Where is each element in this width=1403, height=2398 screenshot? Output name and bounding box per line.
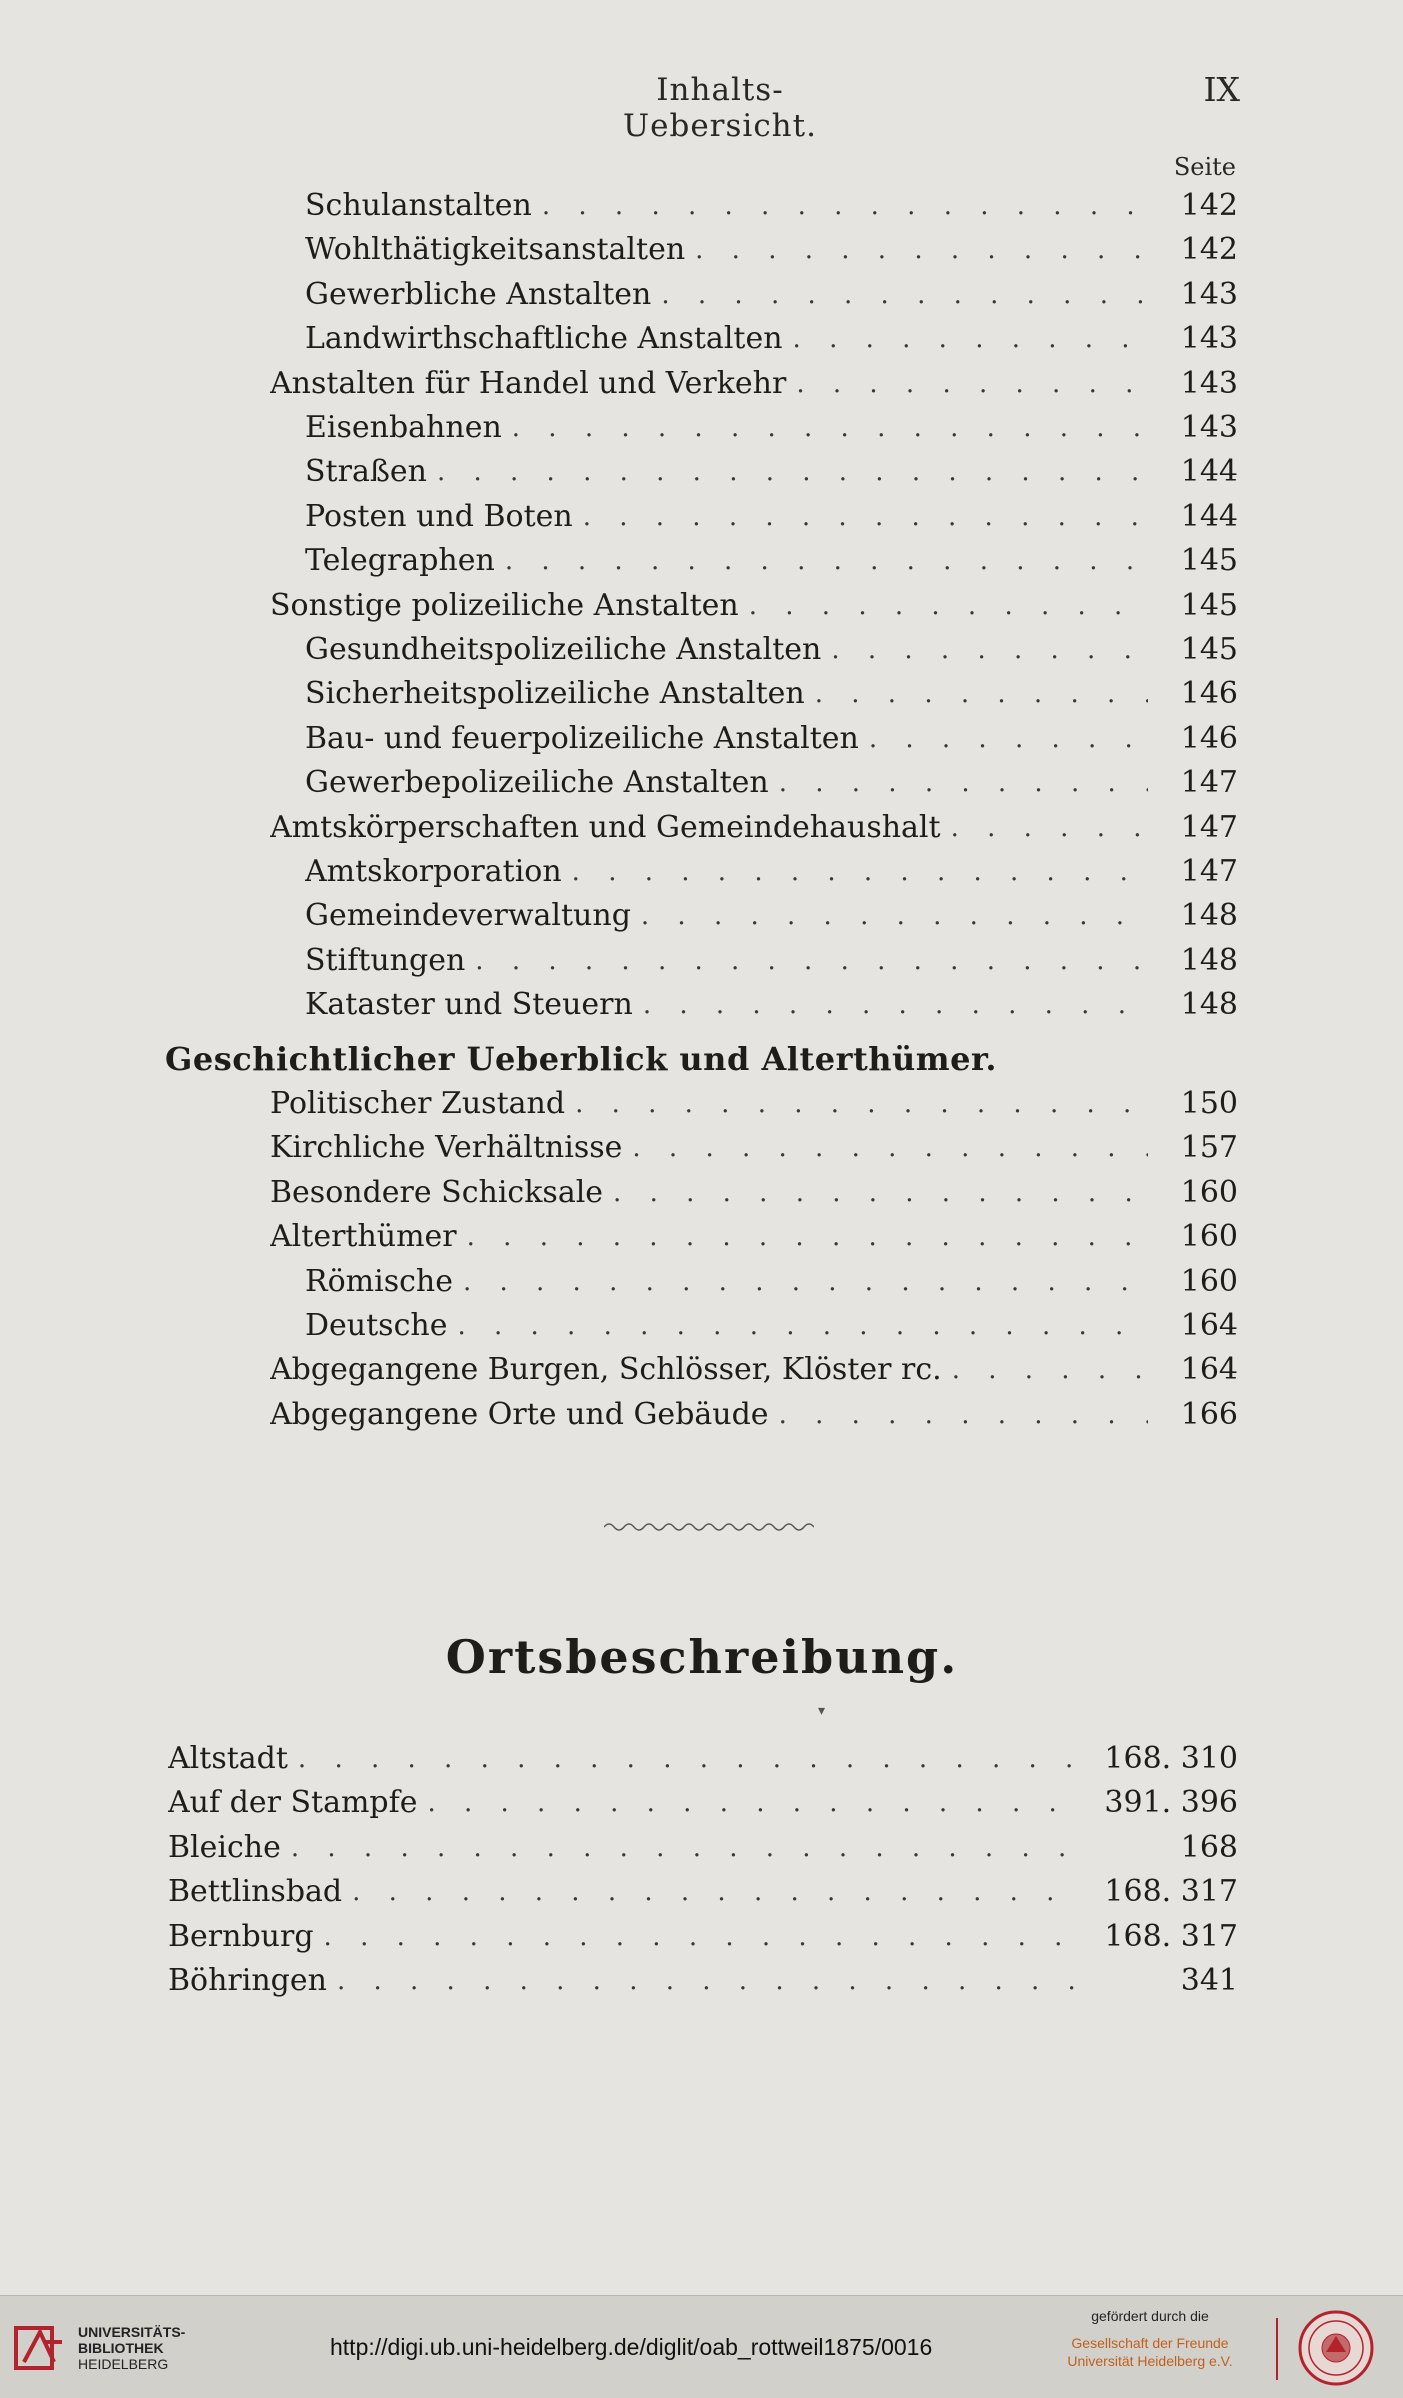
- toc-entry-page: 341: [1078, 1959, 1238, 2003]
- toc-entry: [270, 1348, 1238, 1392]
- dot-leader: [575, 1082, 1148, 1126]
- toc-entry: [270, 1215, 1238, 1259]
- dot-leader: [572, 850, 1148, 894]
- toc-entry-page: 166: [1148, 1393, 1238, 1437]
- toc-entry-label: Altstadt: [168, 1741, 288, 1776]
- toc-entry-page: 147: [1148, 850, 1238, 894]
- toc-entry: [168, 1959, 1238, 2003]
- sponsor-intro: gefördert durch die: [1091, 2308, 1209, 2324]
- dot-leader: [779, 761, 1148, 805]
- page-number: IX: [1203, 70, 1240, 109]
- toc-entry: [305, 717, 1238, 761]
- university-library-logo-icon: [14, 2322, 66, 2374]
- toc-entry-label: Bau- und feuerpolizeiliche Anstalten: [305, 720, 859, 756]
- toc-entry: [270, 362, 1238, 406]
- toc-entry: [305, 273, 1238, 317]
- toc-entry-page: 160: [1148, 1260, 1238, 1304]
- toc-entry: [168, 1870, 1238, 1914]
- dot-leader: [793, 317, 1148, 361]
- toc-entry-label: Kataster und Steuern: [305, 987, 633, 1023]
- toc-entry: [305, 939, 1238, 983]
- toc-entry-page: 148: [1148, 939, 1238, 983]
- toc-entry-page: 143: [1148, 362, 1238, 406]
- footer-divider: [1276, 2318, 1278, 2380]
- toc-entry-label: Böhringen: [168, 1963, 327, 1998]
- toc-entry-label: Bleiche: [168, 1829, 281, 1865]
- toc-entry-label: Bettlinsbad: [168, 1874, 343, 1910]
- dot-leader: [324, 1915, 1078, 1959]
- library-name-line: BIBLIOTHEK: [78, 2340, 164, 2356]
- toc-entry: [270, 806, 1238, 850]
- toc-entry-label: Wohlthätigkeitsanstalten: [305, 232, 686, 268]
- dot-leader: [779, 1393, 1148, 1437]
- dot-leader: [815, 672, 1148, 716]
- dot-leader: [457, 1304, 1148, 1348]
- toc-entry: [305, 228, 1238, 272]
- toc-entry-label: Anstalten für Handel und Verkehr: [270, 365, 787, 401]
- dot-leader: [749, 584, 1148, 628]
- dot-leader: [641, 894, 1148, 938]
- dot-leader: [796, 362, 1148, 406]
- toc-entry-label: Politischer Zustand: [270, 1086, 566, 1121]
- toc-entry-label: Kirchliche Verhältnisse: [270, 1130, 623, 1166]
- dot-leader: [542, 184, 1148, 228]
- dot-leader: [291, 1826, 1078, 1870]
- toc-entry-page: 150: [1148, 1082, 1238, 1126]
- dot-leader: [951, 806, 1148, 850]
- toc-entry-page: 157: [1148, 1126, 1238, 1170]
- dot-leader: [869, 717, 1148, 761]
- toc-entry: [168, 1781, 1238, 1825]
- dot-leader: [632, 1126, 1148, 1170]
- toc-entry-label: Schulanstalten: [305, 188, 532, 223]
- toc-entry-page: 160: [1148, 1215, 1238, 1259]
- toc-entry: [305, 317, 1238, 361]
- toc-entry: [305, 894, 1238, 938]
- toc-entry-page: 145: [1148, 584, 1238, 628]
- dot-leader: [643, 983, 1148, 1027]
- footer-bar: [0, 2295, 1403, 2398]
- toc-entry-page: 144: [1148, 495, 1238, 539]
- dot-leader: [583, 495, 1148, 539]
- toc-entry-page: 168. 317: [1078, 1915, 1238, 1959]
- toc-entry-page: 145: [1148, 628, 1238, 672]
- toc-entry-page: 148: [1148, 894, 1238, 938]
- toc-entry-page: 146: [1148, 717, 1238, 761]
- dot-leader: [352, 1870, 1078, 1914]
- toc-entry-label: Deutsche: [305, 1308, 448, 1343]
- dot-leader: [427, 1781, 1078, 1825]
- toc-entry-label: Sonstige polizeiliche Anstalten: [270, 587, 739, 623]
- toc-entry-label: Straßen: [305, 454, 427, 490]
- toc-entry: [270, 584, 1238, 628]
- toc-entry: [305, 983, 1238, 1027]
- dot-leader: [613, 1171, 1148, 1215]
- toc-entry-label: Besondere Schicksale: [270, 1174, 604, 1210]
- toc-entry: [305, 628, 1238, 672]
- toc-entry-label: Abgegangene Orte und Gebäude: [270, 1396, 769, 1432]
- toc-entry-page: 143: [1148, 406, 1238, 450]
- dot-leader: [437, 450, 1148, 494]
- toc-entry-page: 144: [1148, 450, 1238, 494]
- section-heading: Geschichtlicher Ueberblick und Alterthümer.: [165, 1040, 998, 1078]
- toc-entry-label: Amtskörperschaften und Gemeindehaushalt: [270, 809, 941, 845]
- university-seal-icon: [1290, 2308, 1382, 2388]
- toc-entry: [270, 1082, 1238, 1126]
- toc-entry: [305, 495, 1238, 539]
- dot-leader: [952, 1348, 1148, 1392]
- toc-entry-label: Bernburg: [168, 1918, 314, 1954]
- toc-entry-label: Gesundheitspolizeiliche Anstalten: [305, 632, 822, 667]
- toc-entry-page: 168: [1078, 1826, 1238, 1870]
- toc-entry: [305, 1260, 1238, 1304]
- running-header-title: Inhalts-Uebersicht.: [623, 72, 817, 144]
- toc-entry-page: 147: [1148, 761, 1238, 805]
- toc-entry-page: 147: [1148, 806, 1238, 850]
- toc-entry: [270, 1393, 1238, 1437]
- toc-entry-page: 148: [1148, 983, 1238, 1027]
- toc-entry-page: 145: [1148, 539, 1238, 583]
- toc-entry: [305, 672, 1238, 716]
- toc-entry-page: 143: [1148, 317, 1238, 361]
- toc-entry: [305, 406, 1238, 450]
- sponsor-block: [1040, 2308, 1260, 2370]
- dot-leader: [298, 1737, 1078, 1781]
- toc-entry-label: Alterthümer: [270, 1219, 457, 1255]
- toc-entry-page: 143: [1148, 273, 1238, 317]
- toc-entry: [305, 1304, 1238, 1348]
- toc-entry-page: 391. 396: [1078, 1781, 1238, 1825]
- toc-entry-label: Römische: [305, 1263, 453, 1299]
- toc-entry-label: Posten und Boten: [305, 498, 573, 534]
- toc-entry-label: Gewerbliche Anstalten: [305, 276, 652, 312]
- toc-entry-page: 146: [1148, 672, 1238, 716]
- toc-entry: [168, 1915, 1238, 1959]
- toc-entry: [270, 1171, 1238, 1215]
- toc-entry-label: Auf der Stampfe: [168, 1785, 418, 1821]
- divider-ornament-icon: [604, 1517, 814, 1537]
- toc-entry-page: 168. 310: [1078, 1737, 1238, 1781]
- ortsbeschreibung-title: Ortsbeschreibung.: [445, 1630, 959, 1684]
- toc-entry-label: Telegraphen: [305, 543, 495, 579]
- toc-entry: [305, 761, 1238, 805]
- toc-entry-label: Sicherheitspolizeiliche Anstalten: [305, 676, 805, 712]
- toc-entry-page: 168. 317: [1078, 1870, 1238, 1914]
- page-column-label: Seite: [1173, 153, 1236, 181]
- toc-entry: [270, 1126, 1238, 1170]
- toc-entry: [305, 850, 1238, 894]
- dot-leader: [463, 1260, 1148, 1304]
- dot-leader: [505, 539, 1148, 583]
- toc-entry-label: Stiftungen: [305, 942, 466, 978]
- dot-leader: [512, 406, 1148, 450]
- source-url-link[interactable]: http://digi.ub.uni-heidelberg.de/diglit/oab_rottweil1875/0016: [330, 2334, 933, 2360]
- toc-entry-label: Abgegangene Burgen, Schlösser, Klöster rc.: [270, 1352, 942, 1388]
- dot-leader: [695, 228, 1148, 272]
- dot-leader: [661, 273, 1148, 317]
- toc-entry-page: 160: [1148, 1171, 1238, 1215]
- dot-leader: [337, 1959, 1078, 2003]
- toc-entry-page: 164: [1148, 1348, 1238, 1392]
- ink-mark-icon: ▾: [818, 1703, 826, 1719]
- dot-leader: [475, 939, 1148, 983]
- toc-entry: [305, 450, 1238, 494]
- toc-entry: [168, 1737, 1238, 1781]
- toc-entry-page: 164: [1148, 1304, 1238, 1348]
- toc-entry-page: 142: [1148, 228, 1238, 272]
- library-name: [78, 2324, 185, 2372]
- library-name-line: HEIDELBERG: [78, 2356, 169, 2372]
- dot-leader: [831, 628, 1148, 672]
- toc-entry: [305, 184, 1238, 228]
- toc-entry: [168, 1826, 1238, 1870]
- toc-entry-label: Amtskorporation: [305, 854, 562, 889]
- sponsor-name-line: Gesellschaft der Freunde: [1071, 2335, 1229, 2351]
- sponsor-name-line: Universität Heidelberg e.V.: [1067, 2353, 1233, 2369]
- toc-entry-label: Eisenbahnen: [305, 410, 502, 445]
- library-name-line: UNIVERSITÄTS-: [78, 2324, 186, 2340]
- toc-entry-label: Landwirthschaftliche Anstalten: [305, 321, 783, 357]
- toc-entry-label: Gemeindeverwaltung: [305, 898, 631, 934]
- toc-entry: [305, 539, 1238, 583]
- toc-entry-page: 142: [1148, 184, 1238, 228]
- dot-leader: [467, 1215, 1148, 1259]
- toc-entry-label: Gewerbepolizeiliche Anstalten: [305, 765, 769, 801]
